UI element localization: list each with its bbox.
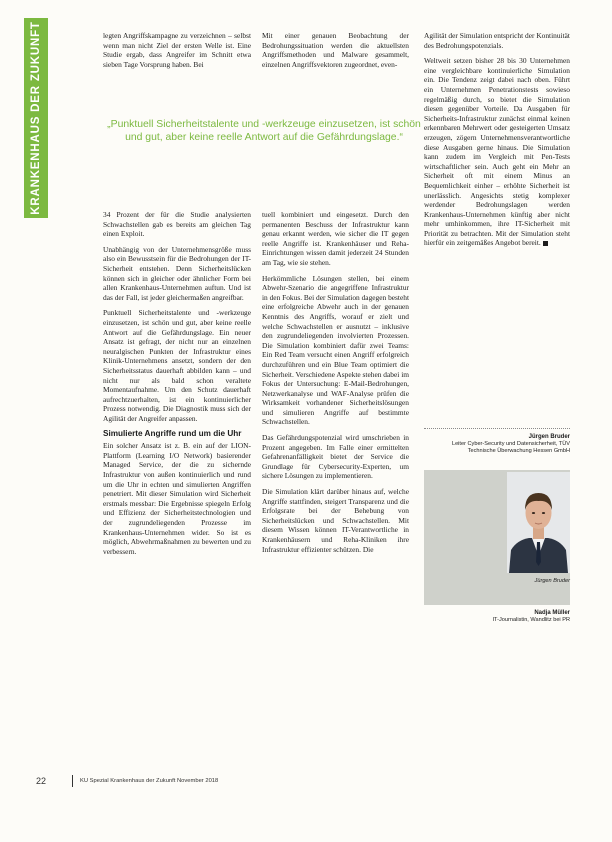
body-paragraph: 34 Prozent der für die Studie analysierten Schwachstellen gab es bereits am gleichen Tag einen Exploit. — [103, 210, 251, 239]
author-photo — [507, 472, 570, 573]
footer-publication: KU Spezial Krankenhaus der Zukunft November 2018 — [80, 778, 219, 784]
body-paragraph: Ein solcher Ansatz ist z. B. ein auf der LION-Plattform (Learning I/O Network) basierender Managed Service, der die zu sichernde Infrastruktur von außen kontinuierlich und rund um die Uhr in echten und simulierten Angriffen penetriert. Mit dieser Simulation wird Sicherheit erstmals messbar: Die Ergebnisse spiegeln Erfolg und Effizienz der Sicherheitstechnologien und der zugrundeliegenden Prozesse im Krankenhaus-Unternehmen wider. So ist es möglich, Abwehrmaßnahmen zu bewerten und zu verbessern. — [103, 441, 251, 556]
body-text: Weltweit setzen bisher 28 bis 30 Unternehmen eine vergleichbare kontinuierliche Simulation ein. Die Tendenz zeigt dabei nach oben. Führt ein Unternehmen Penetrationstests sowieso regelmäßig durch, so bietet die Simulation diesen gegenüber Vorteile. Da Ausgaben für Sicherheits-Infrastruktur zunächst einmal keinen erkennbaren Mehrwert oder gesteigerten Umsatz erzeugen, zögern Unternehmensverantwortliche diese Ausgaben gerne hinaus. Die Simulation kann zudem im Vergleich mit Pen-Tests wirtschaftlicher sein. Auch geht ein Mehr an Sicherheit oft mit einem Minus an Bequemlichkeit einher – erhöhte Sicherheit ist unerlässlich. Angesichts stetig komplexer werdender Bedrohungslagen werden Krankenhaus-Unternehmen künftig aber nicht mehr umhinkommen, ihre IT-Sicherheit mit Priorität zu betrachten. Mit der Simulation steht hierfür ein zeitgemäßes Angebot bereit. — [424, 56, 570, 248]
body-paragraph: Mit einer genauen Beobachtung der Bedrohungssituation werden die aktuellsten Angriffsmethoden und Malware gesammelt, einzelnen Angriffsvektoren zugeordnet, even- — [262, 31, 409, 69]
page-number: 22 — [36, 776, 47, 786]
pull-quote: „Punktuell Sicherheitstalente und -werkzeuge einzusetzen, ist schön und gut, aber keine reelle Antwort auf die Gefährdungslage.“ — [107, 119, 421, 143]
body-paragraph — [424, 56, 570, 248]
section-label: KRANKENHAUS DER ZUKUNFT — [30, 21, 42, 215]
author-bio-2 — [424, 610, 570, 624]
author-name: Jürgen Bruder — [528, 434, 570, 440]
column-2 — [262, 210, 409, 560]
author-role: Leiter Cyber-Security und Datensicherheit, TÜV Technische Überwachung Hessen GmbH — [451, 441, 570, 454]
body-paragraph: Herkömmliche Lösungen stellen, bei einem Abwehr-Szenario die angegriffene Infrastruktur in den Fokus. Bei der Simulation dagegen besteht eine erfolgreiche Abwehr auch in der genauen Kenntnis des Angriffs, worauf er zielt und welche Schwachstellen er ausnutzt – inklusive den zugrundeliegenden involvierten Prozessen. Die Simulation kombiniert dafür zwei Teams: Ein Red Team versucht einen Angriff erfolgreich durchzuführen und ein Blue Team optimiert die Sicherheit. Verschiedene Aspekte stehen dabei im Fokus der Untersuchung: E-Mail-Bedrohungen, Netzwerkanalyse und WAF-Analyse prüfen die Wirksamkeit vorhandener Sicherheitslösungen und simulieren Angriffe auf bestimmte Schwachstellen. — [262, 273, 409, 427]
section-subheading: Simulierte Angriffe rund um die Uhr — [103, 429, 242, 439]
end-marker-icon — [543, 241, 548, 246]
body-paragraph: legten Angriffskampagne zu verzeichnen – selbst wenn man nicht Ziel der ersten Welle ist. Eine Studie ergab, dass Angreifer im Schnitt etwa sieben Tage Vorsprung haben. Bei — [103, 31, 251, 69]
body-paragraph: Agilität der Simulation entspricht der Kontinuität des Bedrohungspotenzials. — [424, 31, 570, 50]
section-sideband — [24, 18, 48, 218]
column-1-top — [103, 31, 251, 75]
photo-caption: Jürgen Bruder — [534, 578, 570, 584]
column-3 — [424, 31, 570, 254]
column-1 — [103, 210, 251, 562]
body-paragraph: Punktuell Sicherheitstalente und -werkzeuge einzusetzen, ist schön und gut, aber keine reelle Antwort auf die Gefährdungslage. Ein neuer Ansatz ist gefragt, der nicht nur an einzelnen neuralgischen Punkten der Infrastruktur eines Klinik-Unternehmens ansetzt, sondern der den Sicherheitsstatus dauerhaft abbilden kann – und nicht nur als bald schon veraltete Momentaufnahme. Um den Schutz dauerhaft aufrechtzuerhalten, ist ein kontinuierlicher Prozess notwendig. Die Diagnostik muss sich der Agilität der Angreifer anpassen. — [103, 308, 251, 423]
body-paragraph: tuell kombiniert und eingesetzt. Durch den permanenten Beschuss der Infrastruktur kann genau erkannt werden, wie sicher die IT gegen reelle Angriffe ist. Krankenhäuser und Reha-Einrichtungen wissen damit jederzeit 24 Stunden am Tag, wie sie stehen. — [262, 210, 409, 267]
footer-separator — [72, 775, 73, 787]
column-2-top — [262, 31, 409, 75]
portrait-image — [507, 472, 570, 573]
body-paragraph: Unabhängig von der Unternehmensgröße muss also ein Bewusstsein für die Bedrohungen der IT-Sicherheit entstehen. Denn Sicherheitslücken können sich in gleicher oder ähnlicher Form bei allen Krankenhaus-Unternehmen auftun. Und ist das der Fall, ist jeder gleichermaßen angreifbar. — [103, 244, 251, 302]
body-paragraph: Die Simulation klärt darüber hinaus auf, welche Angriffe stattfinden, steigert Transparenz und die Erfolgsrate bei der Behebung von Sicherheitslücken und Schwachstellen. Mit diesem Wissen können IT-Verantwortliche in Krankenhäusern und Reha-Kliniken ihre Infrastruktur effizienter schützen. Die — [262, 487, 409, 554]
body-paragraph: Das Gefährdungspotenzial wird umschrieben in Prozent angegeben. Im Falle einer ermittelten Gefahrenanfälligkeit bietet der Service die Grundlage für Cybersecurity-Experten, um sichere Lösungen zu implementieren. — [262, 433, 409, 481]
author-divider — [424, 428, 570, 429]
author-role: IT-Journalistin, Wandlitz bei PR — [492, 617, 570, 623]
author-bio-1 — [424, 434, 570, 455]
author-name: Nadja Müller — [534, 610, 570, 616]
